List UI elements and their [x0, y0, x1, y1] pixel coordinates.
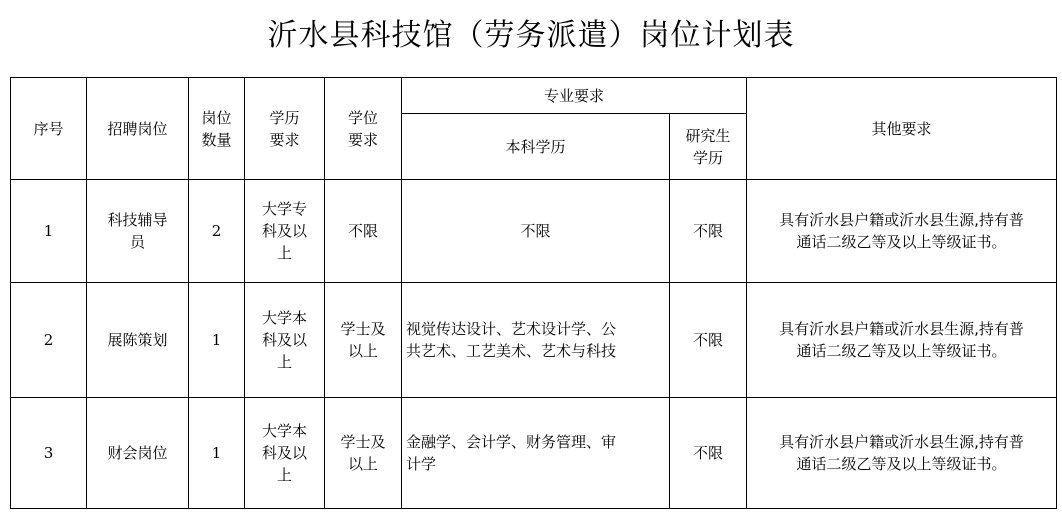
cell-graduate: 不限: [670, 398, 747, 509]
cell-education: 大学专 科及以 上: [245, 180, 325, 283]
header-graduate: 研究生 学历: [670, 114, 747, 180]
cell-graduate: 不限: [670, 180, 747, 283]
cell-other: 具有沂水县户籍或沂水县生源,持有普 通话二级乙等及以上等级证书。: [747, 283, 1057, 398]
cell-count: 1: [189, 398, 245, 509]
cell-degree: 学士及 以上: [325, 398, 402, 509]
header-other: 其他要求: [747, 78, 1057, 180]
cell-seq: 1: [11, 180, 87, 283]
header-degree: 学位 要求: [325, 78, 402, 180]
cell-graduate: 不限: [670, 283, 747, 398]
position-plan-table: [10, 77, 1057, 509]
cell-seq: 3: [11, 398, 87, 509]
header-bachelor: 本科学历: [402, 114, 670, 180]
cell-education: 大学本 科及以 上: [245, 398, 325, 509]
cell-count: 2: [189, 180, 245, 283]
cell-other: 具有沂水县户籍或沂水县生源,持有普 通话二级乙等及以上等级证书。: [747, 398, 1057, 509]
header-education: 学历 要求: [245, 78, 325, 180]
table-row: [11, 180, 1057, 283]
table-row: [11, 398, 1057, 509]
cell-bachelor: 不限: [402, 180, 670, 283]
page-title: 沂水县科技馆（劳务派遣）岗位计划表: [267, 18, 795, 53]
cell-bachelor: 金融学、会计学、财务管理、审 计学: [402, 398, 670, 509]
header-row-1: [11, 78, 1057, 114]
header-count: 岗位 数量: [189, 78, 245, 180]
cell-count: 1: [189, 283, 245, 398]
header-position: 招聘岗位: [87, 78, 189, 180]
cell-position: 展陈策划: [87, 283, 189, 398]
header-major-group: 专业要求: [402, 78, 747, 114]
cell-degree: 不限: [325, 180, 402, 283]
cell-education: 大学本 科及以 上: [245, 283, 325, 398]
header-seq: 序号: [11, 78, 87, 180]
cell-position: 财会岗位: [87, 398, 189, 509]
cell-seq: 2: [11, 283, 87, 398]
cell-bachelor: 视觉传达设计、艺术设计学、公 共艺术、工艺美术、艺术与科技: [402, 283, 670, 398]
table-row: [11, 283, 1057, 398]
cell-other: 具有沂水县户籍或沂水县生源,持有普 通话二级乙等及以上等级证书。: [747, 180, 1057, 283]
cell-position: 科技辅导 员: [87, 180, 189, 283]
cell-degree: 学士及 以上: [325, 283, 402, 398]
